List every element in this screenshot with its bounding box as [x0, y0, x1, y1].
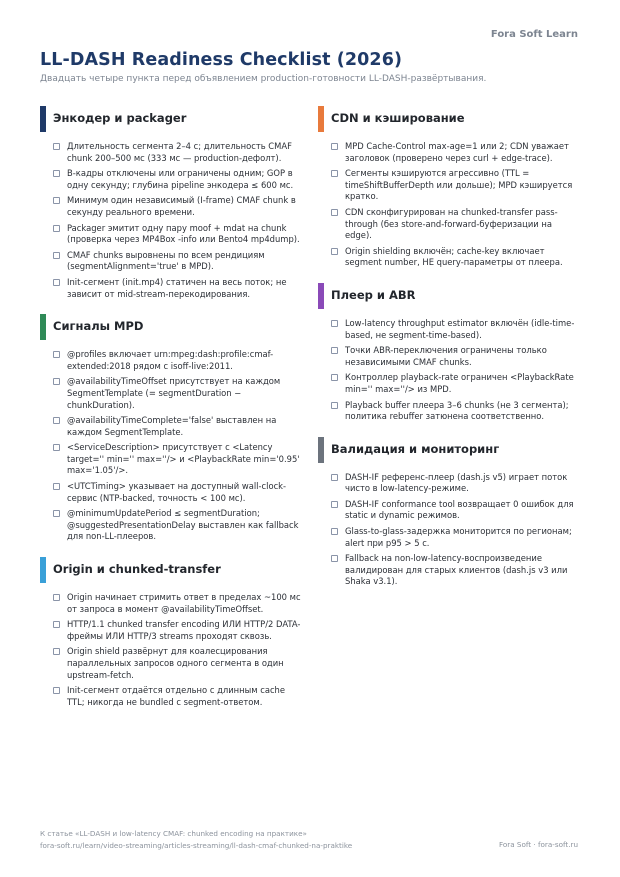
checkbox[interactable] [331, 474, 338, 481]
checklist-item [40, 376, 302, 411]
checklist-item-text: B-кадры отключены или ограничены одним; GOP в одну секунду; глубина pipeline энкодера ≤ 600 мс. [67, 168, 294, 190]
checklist-item-text: <UTCTiming> указывает на доступный wall-clock-сервис (NTP-backed, точность < 100 мс). [67, 481, 287, 503]
checkbox[interactable] [53, 510, 60, 517]
checklist-item-text: Origin shield развёрнут для коалесцирования параллельных запросов одного сегмента в один upstream-fetch. [67, 646, 284, 680]
checkbox[interactable] [53, 279, 60, 286]
section-accent-bar [40, 106, 46, 132]
section-encoder [40, 106, 302, 300]
checklist-item [40, 195, 302, 218]
section-signals [40, 314, 302, 543]
brand-label: Fora Soft Learn [490, 29, 578, 40]
checkbox[interactable] [53, 648, 60, 655]
checkbox[interactable] [331, 320, 338, 327]
checkbox[interactable] [331, 402, 338, 409]
checklist-item-text: DASH-IF conformance tool возвращает 0 ошибок для static и dynamic режимов. [345, 498, 574, 521]
checklist-item [40, 592, 302, 615]
section-accent-bar [40, 557, 46, 583]
checklist-item-text: Packager эмитит одну пару moof + mdat на chunk (проверка через MP4Box -info или Bento4 mp4dump). [67, 222, 300, 245]
right-column [318, 106, 580, 602]
checklist-item-text: Минимум один независимый (I-frame) CMAF chunk в секунду реального времени. [67, 195, 296, 217]
checkbox[interactable] [331, 555, 338, 562]
section-origin [40, 557, 302, 708]
checkbox[interactable] [331, 528, 338, 535]
checklist [40, 349, 302, 543]
checklist-item [40, 619, 302, 642]
checkbox[interactable] [53, 417, 60, 424]
checkbox[interactable] [53, 594, 60, 601]
checkbox[interactable] [53, 197, 60, 204]
checkbox[interactable] [53, 351, 60, 358]
section-accent-bar [318, 283, 324, 309]
checklist-item [40, 277, 302, 300]
checklist-item [318, 400, 580, 423]
section-title: Плеер и ABR [331, 287, 416, 302]
footer-source [40, 828, 352, 852]
checklist [40, 592, 302, 708]
checklist-item-text: HTTP/1.1 chunked transfer encoding ИЛИ HTTP/2 DATA-фреймы ИЛИ HTTP/3 streams проходят сквозь. [67, 619, 301, 641]
checkbox[interactable] [331, 143, 338, 150]
section-header [318, 106, 580, 132]
checklist-item-text: Playback buffer плеера 3–6 chunks (не 3 сегмента); политика rebuffer затюнена соответственно. [345, 399, 569, 422]
section-accent-bar [318, 437, 324, 463]
checklist-item-text: MPD Cache-Control max-age=1 или 2; CDN уважает заголовок (проверено через curl + edge-trace). [345, 141, 569, 163]
checklist-item-text: Low-latency throughput estimator включён (idle-time-based, не segment-time-based). [345, 317, 575, 340]
checklist-item [40, 481, 302, 504]
checklist-item [318, 246, 580, 269]
section-accent-bar [40, 314, 46, 340]
checkbox[interactable] [53, 170, 60, 177]
checkbox[interactable] [331, 374, 338, 381]
checklist-item-text: Fallback на non-low-latency-воспроизведение валидирован для старых клиентов (dash.js v3 или Shaka v3.1). [345, 553, 568, 587]
checkbox[interactable] [53, 483, 60, 490]
page-title: LL-DASH Readiness Checklist (2026) [40, 50, 403, 70]
checklist-item [318, 141, 580, 164]
checkbox[interactable] [53, 378, 60, 385]
checkbox[interactable] [53, 225, 60, 232]
checkbox[interactable] [331, 248, 338, 255]
footer-article-url[interactable]: fora-soft.ru/learn/video-streaming/articles-streaming/ll-dash-cmaf-chunked-na-praktike [40, 841, 353, 850]
section-cdn [318, 106, 580, 269]
footer-brand[interactable]: Fora Soft · fora-soft.ru [499, 840, 578, 849]
section-header [40, 557, 302, 583]
checkbox[interactable] [331, 347, 338, 354]
checklist-item [318, 526, 580, 549]
section-header [318, 437, 580, 463]
checkbox[interactable] [331, 209, 338, 216]
checklist [318, 318, 580, 423]
section-header [40, 314, 302, 340]
checklist [318, 141, 580, 269]
checklist-item [318, 207, 580, 242]
checklist-item-text: @availabilityTimeOffset присутствует на каждом SegmentTemplate (= segmentDuration − chunkDuration). [67, 376, 281, 410]
footer-article-title: К статье «LL-DASH и low-latency CMAF: chunked encoding на практике» [40, 829, 307, 838]
checklist-item-text: Контроллер playback-rate ограничен <PlaybackRate min='' max=''/> из MPD. [345, 372, 574, 394]
checklist [318, 472, 580, 588]
checklist-item [318, 372, 580, 395]
section-validation [318, 437, 580, 588]
checklist-item [318, 499, 580, 522]
checklist-item-text: Сегменты кэшируются агрессивно (TTL = timeShiftBufferDepth или дольше); MPD кэшируется кратко. [345, 168, 573, 202]
section-title: CDN и кэширование [331, 111, 465, 125]
checkbox[interactable] [331, 501, 338, 508]
checklist-item-text: Длительность сегмента 2–4 с; длительность CMAF chunk 200–500 мс (333 мс — production-дефолт). [67, 141, 292, 163]
page-subtitle: Двадцать четыре пункта перед объявлением production-готовности LL-DASH-развёртывания. [40, 74, 487, 84]
checklist-item-text: Origin начинает стримить ответ в пределах ~100 мс от запроса в момент @availabilityTimeOffset. [67, 592, 301, 614]
checklist-item [40, 250, 302, 273]
checkbox[interactable] [53, 687, 60, 694]
section-accent-bar [318, 106, 324, 132]
checklist-item-text: @availabilityTimeComplete='false' выставлен на каждом SegmentTemplate. [67, 415, 277, 437]
checkbox[interactable] [53, 444, 60, 451]
checklist-item [318, 345, 580, 368]
checklist [40, 141, 302, 300]
checklist-item-text: DASH-IF референс-плеер (dash.js v5) играет поток чисто в low-latency-режиме. [345, 471, 568, 494]
checklist-item [40, 223, 302, 246]
checklist-item [318, 318, 580, 341]
checklist-item [318, 553, 580, 588]
checklist-item [40, 685, 302, 708]
checklist-item-text: Точки ABR-переключения ограничены только независимыми CMAF chunks. [345, 345, 547, 367]
checklist-item-text: CMAF chunks выровнены по всем рендициям (segmentAlignment='true' в MPD). [67, 249, 265, 272]
checklist-item-text: Glass-to-glass-задержка мониторится по регионам; alert при p95 > 5 с. [345, 526, 572, 548]
checklist-item [40, 508, 302, 543]
checkbox[interactable] [53, 621, 60, 628]
checklist-item-text: @minimumUpdatePeriod ≤ segmentDuration; @suggestedPresentationDelay выставлен как fallback для non-LL-плееров. [67, 508, 299, 542]
checklist-item-text: @profiles включает urn:mpeg:dash:profile:cmaf-extended:2018 рядом с isoff-live:2011. [67, 349, 274, 371]
checklist-item [40, 415, 302, 438]
section-title: Origin и chunked-transfer [53, 562, 221, 577]
checklist-item [40, 349, 302, 372]
left-column [40, 106, 302, 722]
section-player [318, 283, 580, 423]
checklist-item [318, 472, 580, 495]
checklist-item-text: Origin shielding включён; cache-key включает segment number, НЕ query-параметры от плеера. [345, 245, 563, 268]
checklist-item [318, 168, 580, 203]
checklist-item [40, 141, 302, 164]
checkbox[interactable] [53, 252, 60, 259]
checklist-item-text: Init-сегмент (init.mp4) статичен на весь поток; не зависит от mid-stream-перекодирования. [67, 276, 287, 299]
section-title: Сигналы MPD [53, 319, 144, 334]
section-title: Валидация и мониторинг [331, 441, 500, 456]
checklist-item-text: <ServiceDescription> присутствует с <Latency target='' min='' max=''/> и <PlaybackRate min='0.95' max='1.05'/>. [67, 442, 300, 476]
checklist-item [40, 168, 302, 191]
checkbox[interactable] [331, 170, 338, 177]
section-title: Энкодер и packager [53, 111, 187, 125]
checklist-item-text: CDN сконфигурирован на chunked-transfer pass-through (без store-and-forward-буферизации на edge). [345, 206, 558, 241]
checklist-item [40, 646, 302, 681]
checklist-item-text: Init-сегмент отдаётся отдельно с длинным cache TTL; никогда не bundled с segment-ответом. [67, 685, 286, 707]
checklist-item [40, 442, 302, 477]
section-header [318, 283, 580, 309]
checkbox[interactable] [53, 143, 60, 150]
section-header [40, 106, 302, 132]
